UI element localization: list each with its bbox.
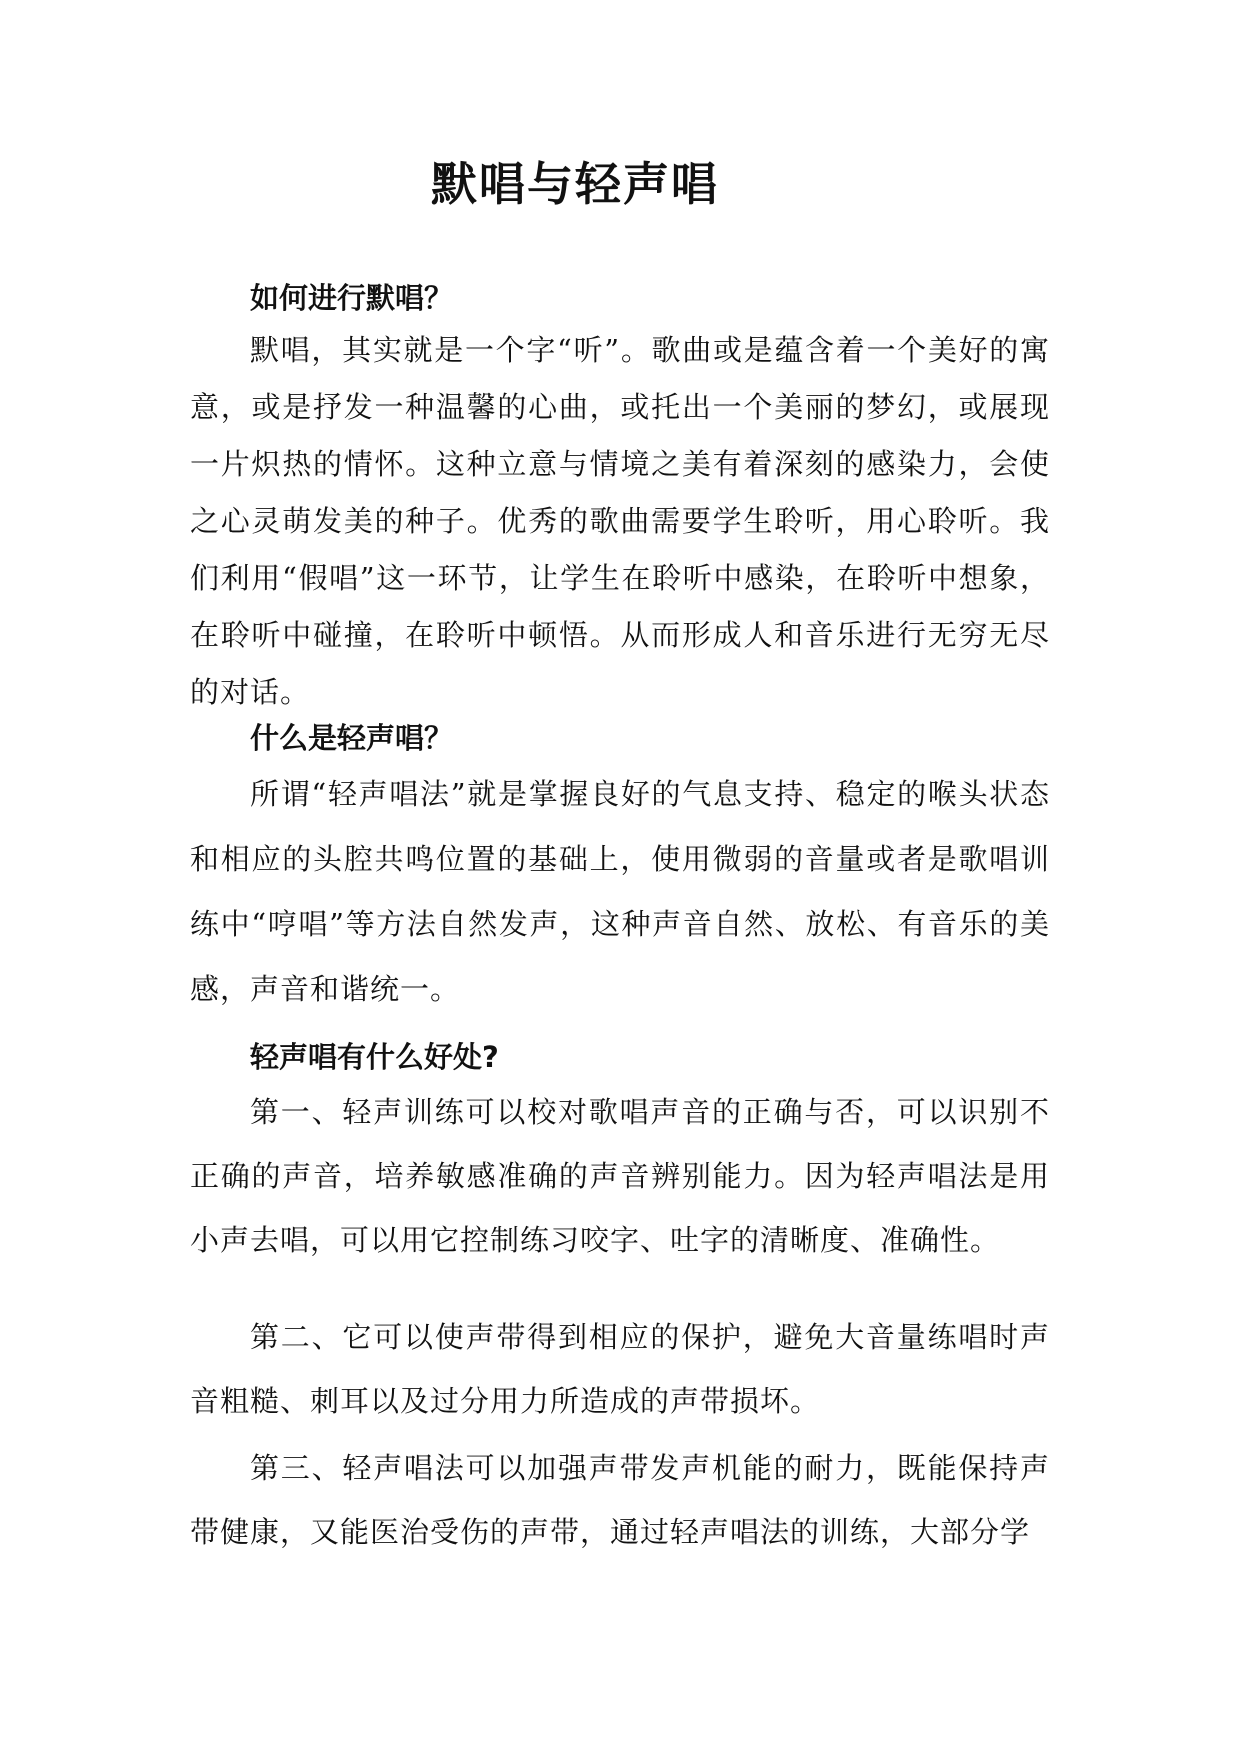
paragraph-benefit-3: 第三、轻声唱法可以加强声带发声机能的耐力，既能保持声带健康，又能医治受伤的声带，通过轻声唱法的训练，大部分学: [190, 1451, 1050, 1549]
page-title: 默唱与轻声唱: [431, 157, 719, 211]
section-heading-benefits: 轻声唱有什么好处?: [250, 1040, 499, 1074]
paragraph-benefit-2: 第二、它可以使声带得到相应的保护，避免大音量练唱时声音粗糙、刺耳以及过分用力所造成的声带损坏。: [190, 1320, 1050, 1418]
paragraph-silent-singing: 默唱，其实就是一个字“听”。歌曲或是蕴含着一个美好的寓意，或是抒发一种温馨的心曲，或托出一个美丽的梦幻，或展现一片炽热的情怀。这种立意与情境之美有着深刻的感染力，会使之心灵萌发美的种子。优秀的歌曲需要学生聆听，用心聆听。我们利用“假唱”这一环节，让学生在聆听中感染，在聆听中想象，在聆听中碰撞，在聆听中顿悟。从而形成人和音乐进行无穷无尽的对话。: [190, 333, 1050, 709]
paragraph-benefit-1: 第一、轻声训练可以校对歌唱声音的正确与否，可以识别不正确的声音，培养敏感准确的声音辨别能力。因为轻声唱法是用小声去唱，可以用它控制练习咬字、吐字的清晰度、准确性。: [190, 1095, 1050, 1257]
section-heading-silent-singing: 如何进行默唱？: [250, 281, 454, 315]
paragraph-soft-singing: 所谓“轻声唱法”就是掌握良好的气息支持、稳定的喉头状态和相应的头腔共鸣位置的基础上，使用微弱的音量或者是歌唱训练中“哼唱”等方法自然发声，这种声音自然、放松、有音乐的美感，声音和谐统一。: [190, 777, 1050, 1006]
section-heading-soft-singing: 什么是轻声唱？: [250, 721, 454, 755]
